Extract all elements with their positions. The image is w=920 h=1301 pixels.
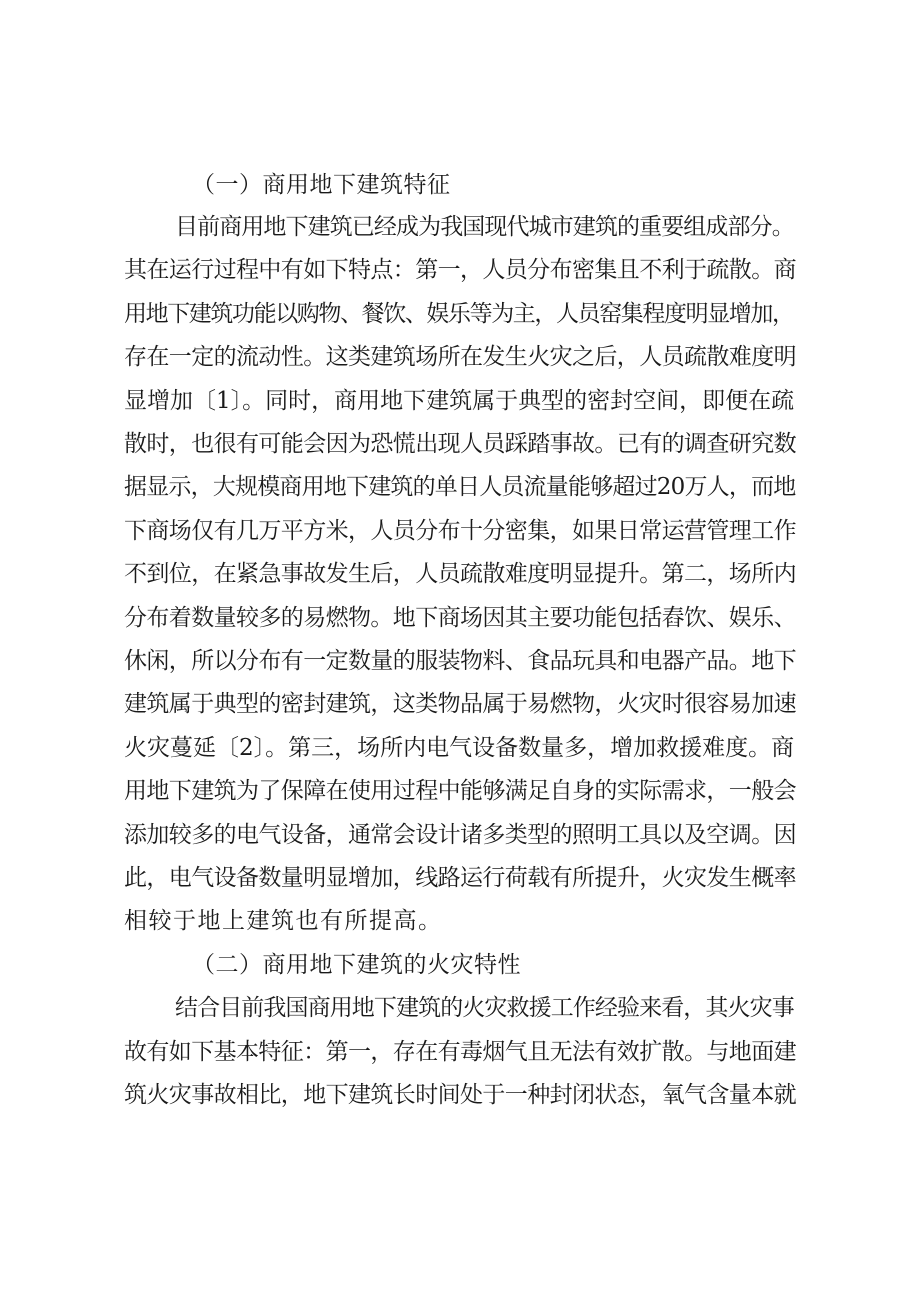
line-text: 散时，也很有可能会因为恐慌出现人员踩踏事故。已有的调查研究数 bbox=[124, 431, 797, 457]
heading-text: （一）商用地下建筑特征 bbox=[192, 172, 451, 198]
paragraph-line bbox=[0, 1032, 920, 1072]
paragraph-line bbox=[0, 381, 920, 421]
line-text: 显增加〔1〕。同时，商用地下建筑属于典型的密封空间，即便在疏 bbox=[124, 388, 795, 414]
paragraph-line bbox=[0, 901, 920, 941]
paragraph-line bbox=[0, 467, 920, 507]
paragraph-line bbox=[0, 337, 920, 377]
paragraph-line bbox=[0, 1075, 920, 1115]
line-text: 此，电气设备数量明显增加，线路运行荷载有所提升，火灾发生概率 bbox=[124, 865, 797, 891]
line-text: 建筑属于典型的密封建筑，这类物品属于易燃物，火灾时很容易加速 bbox=[124, 691, 797, 717]
paragraph-line bbox=[0, 858, 920, 898]
paragraph-line bbox=[0, 424, 920, 464]
paragraph-line bbox=[0, 598, 920, 638]
paragraph-line bbox=[0, 771, 920, 811]
paragraph-line bbox=[0, 988, 920, 1028]
line-text: 目前商用地下建筑已经成为我国现代城市建筑的重要组成部分。 bbox=[175, 214, 794, 240]
paragraph-line bbox=[0, 511, 920, 551]
line-text: 分布着数量较多的易燃物。地下商场因其主要功能包括舂饮、娱乐、 bbox=[124, 605, 797, 631]
paragraph-line bbox=[0, 728, 920, 768]
paragraph-line bbox=[0, 815, 920, 855]
line-text: 存在一定的流动性。这类建筑场所在发生火灾之后，人员疏散难度明 bbox=[124, 344, 797, 370]
line-text: 其在运行过程中有如下特点：第一，人员分布密集且不利于疏散。商 bbox=[124, 257, 797, 283]
heading-text: （二）商用地下建筑的火灾特性 bbox=[192, 952, 521, 978]
paragraph-line bbox=[0, 684, 920, 724]
paragraph-line bbox=[0, 641, 920, 681]
line-text: 用地下建筑功能以购物、餐饮、娱乐等为主，人员窑集程度明显增加， bbox=[124, 301, 794, 327]
section-heading-2 bbox=[0, 945, 920, 985]
paragraph-line bbox=[0, 250, 920, 290]
line-text: 火灾蔓延〔2〕。第三，场所内电气设备数量多，增加救援难度。商 bbox=[124, 735, 795, 761]
paragraph-line bbox=[0, 554, 920, 594]
line-text: 相较于地上建筑也有所提高。 bbox=[124, 908, 443, 934]
line-text: 下商场仅有几万平方米，人员分布十分密集，如果日常运营管理工作 bbox=[124, 518, 797, 544]
line-text: 故有如下基本特征：第一，存在有毒烟气且无法有效扩散。与地面建 bbox=[124, 1039, 797, 1065]
line-text: 用地下建筑为了保障在使用过程中能够满足自身的实际需求，一般会 bbox=[124, 778, 797, 804]
paragraph-line bbox=[0, 294, 920, 334]
line-text: 据显示，大规模商用地下建筑的单日人员流量能够超过20万人，而地 bbox=[124, 474, 796, 500]
line-text: 结合目前我国商用地下建筑的火灾救援工作经验来看，其火灾事 bbox=[175, 995, 794, 1021]
line-text: 休闲，所以分布有一定数量的服装物料、食品玩具和电器产品。地下 bbox=[124, 648, 797, 674]
section-heading-1 bbox=[0, 165, 920, 205]
line-text: 添加较多的电气设备，通常会设计诸多类型的照明工具以及空调。因 bbox=[124, 822, 797, 848]
paragraph-line bbox=[0, 207, 920, 247]
line-text: 筑火灾事故相比，地下建筑长时间处于一种封闭状态，氧气含量本就 bbox=[124, 1082, 797, 1108]
line-text: 不到位，在紧急事故发生后，人员疏散难度明显提升。第二，场所内 bbox=[124, 561, 797, 587]
